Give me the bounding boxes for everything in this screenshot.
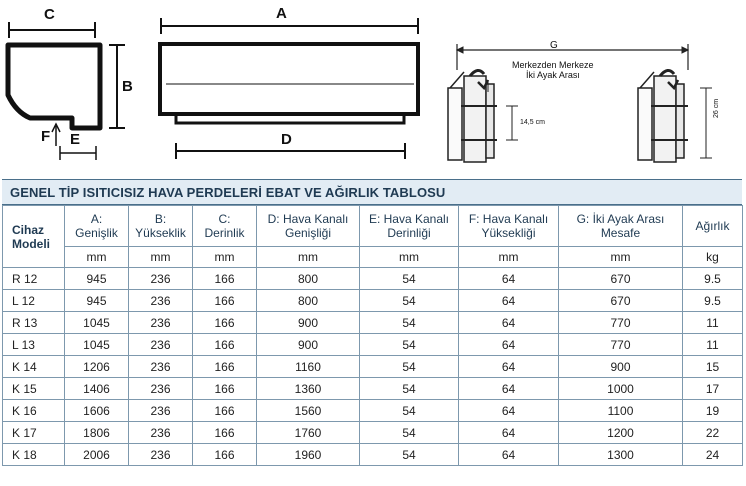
table-cell: 166 xyxy=(193,356,257,378)
table-cell: 54 xyxy=(360,378,459,400)
model-cell: K 16 xyxy=(3,400,65,422)
table-cell: 54 xyxy=(360,268,459,290)
table-cell: 1360 xyxy=(257,378,360,400)
table-cell: 166 xyxy=(193,444,257,466)
table-row xyxy=(3,400,743,422)
header-g: G: İki Ayak Arası Mesafe xyxy=(559,206,683,247)
table-row xyxy=(3,422,743,444)
model-header xyxy=(3,206,65,268)
unit-cell: mm xyxy=(459,247,559,268)
model-header-line2: Modeli xyxy=(12,236,50,251)
label-a: A xyxy=(276,5,287,22)
table-cell: 64 xyxy=(459,290,559,312)
table-row xyxy=(3,268,743,290)
table-cell: 64 xyxy=(459,378,559,400)
table-cell: 54 xyxy=(360,444,459,466)
dim-14-5-cm: 14,5 cm xyxy=(520,119,545,126)
header-e: E: Hava Kanalı Derinliği xyxy=(360,206,459,247)
table-cell: 54 xyxy=(360,400,459,422)
table-cell: 64 xyxy=(459,268,559,290)
model-cell: K 17 xyxy=(3,422,65,444)
unit-cell: mm xyxy=(360,247,459,268)
dim-26-cm: 26 cm xyxy=(713,98,720,118)
unit-cell: mm xyxy=(129,247,193,268)
table-cell: 1000 xyxy=(559,378,683,400)
table-cell: 54 xyxy=(360,422,459,444)
table-row xyxy=(3,444,743,466)
table-cell: 1406 xyxy=(65,378,129,400)
label-g: G xyxy=(550,40,558,51)
table-cell: 11 xyxy=(683,334,743,356)
table-cell: 166 xyxy=(193,378,257,400)
table-cell: 64 xyxy=(459,356,559,378)
table-cell: 800 xyxy=(257,290,360,312)
table-cell: 900 xyxy=(257,312,360,334)
table-cell: 64 xyxy=(459,334,559,356)
table-cell: 1300 xyxy=(559,444,683,466)
table-row xyxy=(3,378,743,400)
table-cell: 236 xyxy=(129,312,193,334)
label-d: D xyxy=(281,131,292,148)
table-cell: 770 xyxy=(559,334,683,356)
table-cell: 15 xyxy=(683,356,743,378)
table-title: GENEL TİP ISITICISIZ HAVA PERDELERİ EBAT VE AĞIRLIK TABLOSU xyxy=(10,185,446,200)
header-row xyxy=(3,206,743,247)
dimension-weight-table xyxy=(2,205,743,466)
side-profile-diagram xyxy=(8,22,125,160)
table-cell: 64 xyxy=(459,422,559,444)
table-cell: 166 xyxy=(193,334,257,356)
table-cell: 64 xyxy=(459,312,559,334)
table-cell: 670 xyxy=(559,268,683,290)
table-cell: 1606 xyxy=(65,400,129,422)
table-row xyxy=(3,356,743,378)
table-cell: 9.5 xyxy=(683,290,743,312)
table-cell: 2006 xyxy=(65,444,129,466)
table-cell: 236 xyxy=(129,378,193,400)
table-cell: 54 xyxy=(360,290,459,312)
model-header-line1: Cihaz xyxy=(12,222,45,237)
model-cell: K 14 xyxy=(3,356,65,378)
table-cell: 236 xyxy=(129,334,193,356)
table-row xyxy=(3,334,743,356)
table-cell: 166 xyxy=(193,290,257,312)
table-cell: 236 xyxy=(129,268,193,290)
label-b: B xyxy=(122,78,133,95)
model-cell: K 15 xyxy=(3,378,65,400)
unit-cell: mm xyxy=(193,247,257,268)
model-cell: L 12 xyxy=(3,290,65,312)
unit-cell: mm xyxy=(257,247,360,268)
table-cell: 11 xyxy=(683,312,743,334)
table-cell: 24 xyxy=(683,444,743,466)
diagram-drawing xyxy=(0,0,746,178)
table-cell: 1206 xyxy=(65,356,129,378)
table-cell: 1960 xyxy=(257,444,360,466)
table-cell: 670 xyxy=(559,290,683,312)
model-cell: K 18 xyxy=(3,444,65,466)
table-cell: 1100 xyxy=(559,400,683,422)
table-cell: 800 xyxy=(257,268,360,290)
table-cell: 17 xyxy=(683,378,743,400)
table-cell: 770 xyxy=(559,312,683,334)
table-cell: 1806 xyxy=(65,422,129,444)
label-f: F xyxy=(41,128,51,145)
table-cell: 166 xyxy=(193,422,257,444)
table-cell: 64 xyxy=(459,400,559,422)
table-cell: 54 xyxy=(360,312,459,334)
table-cell: 54 xyxy=(360,334,459,356)
table-cell: 54 xyxy=(360,356,459,378)
unit-row xyxy=(3,247,743,268)
table-cell: 166 xyxy=(193,400,257,422)
table-cell: 9.5 xyxy=(683,268,743,290)
header-b: B: Yükseklik xyxy=(129,206,193,247)
table-cell: 1200 xyxy=(559,422,683,444)
table-cell: 19 xyxy=(683,400,743,422)
center-text-line2: İki Ayak Arası xyxy=(526,70,580,80)
table-cell: 236 xyxy=(129,444,193,466)
label-c: C xyxy=(44,6,55,23)
model-cell: R 13 xyxy=(3,312,65,334)
header-weight: Ağırlık xyxy=(683,206,743,247)
table-row xyxy=(3,312,743,334)
table-cell: 236 xyxy=(129,422,193,444)
table-cell: 22 xyxy=(683,422,743,444)
label-e: E xyxy=(70,131,81,148)
table-cell: 900 xyxy=(257,334,360,356)
model-cell: R 12 xyxy=(3,268,65,290)
table-cell: 236 xyxy=(129,356,193,378)
header-c: C: Derinlik xyxy=(193,206,257,247)
table-cell: 1560 xyxy=(257,400,360,422)
header-f: F: Hava Kanalı Yüksekliği xyxy=(459,206,559,247)
table-cell: 166 xyxy=(193,268,257,290)
unit-cell: kg xyxy=(683,247,743,268)
table-cell: 945 xyxy=(65,268,129,290)
table-title-bar xyxy=(2,179,742,205)
header-d: D: Hava Kanalı Genişliği xyxy=(257,206,360,247)
table-cell: 236 xyxy=(129,290,193,312)
unit-cell: mm xyxy=(65,247,129,268)
table-cell: 64 xyxy=(459,444,559,466)
center-text-line1: Merkezden Merkeze xyxy=(512,60,594,70)
dimension-diagrams xyxy=(0,0,746,178)
unit-cell: mm xyxy=(559,247,683,268)
table-cell: 900 xyxy=(559,356,683,378)
table-cell: 1045 xyxy=(65,334,129,356)
table-cell: 1760 xyxy=(257,422,360,444)
table-cell: 166 xyxy=(193,312,257,334)
table-cell: 945 xyxy=(65,290,129,312)
table-cell: 236 xyxy=(129,400,193,422)
table-cell: 1160 xyxy=(257,356,360,378)
model-cell: L 13 xyxy=(3,334,65,356)
table-cell: 1045 xyxy=(65,312,129,334)
header-a: A: Genişlik xyxy=(65,206,129,247)
table-row xyxy=(3,290,743,312)
